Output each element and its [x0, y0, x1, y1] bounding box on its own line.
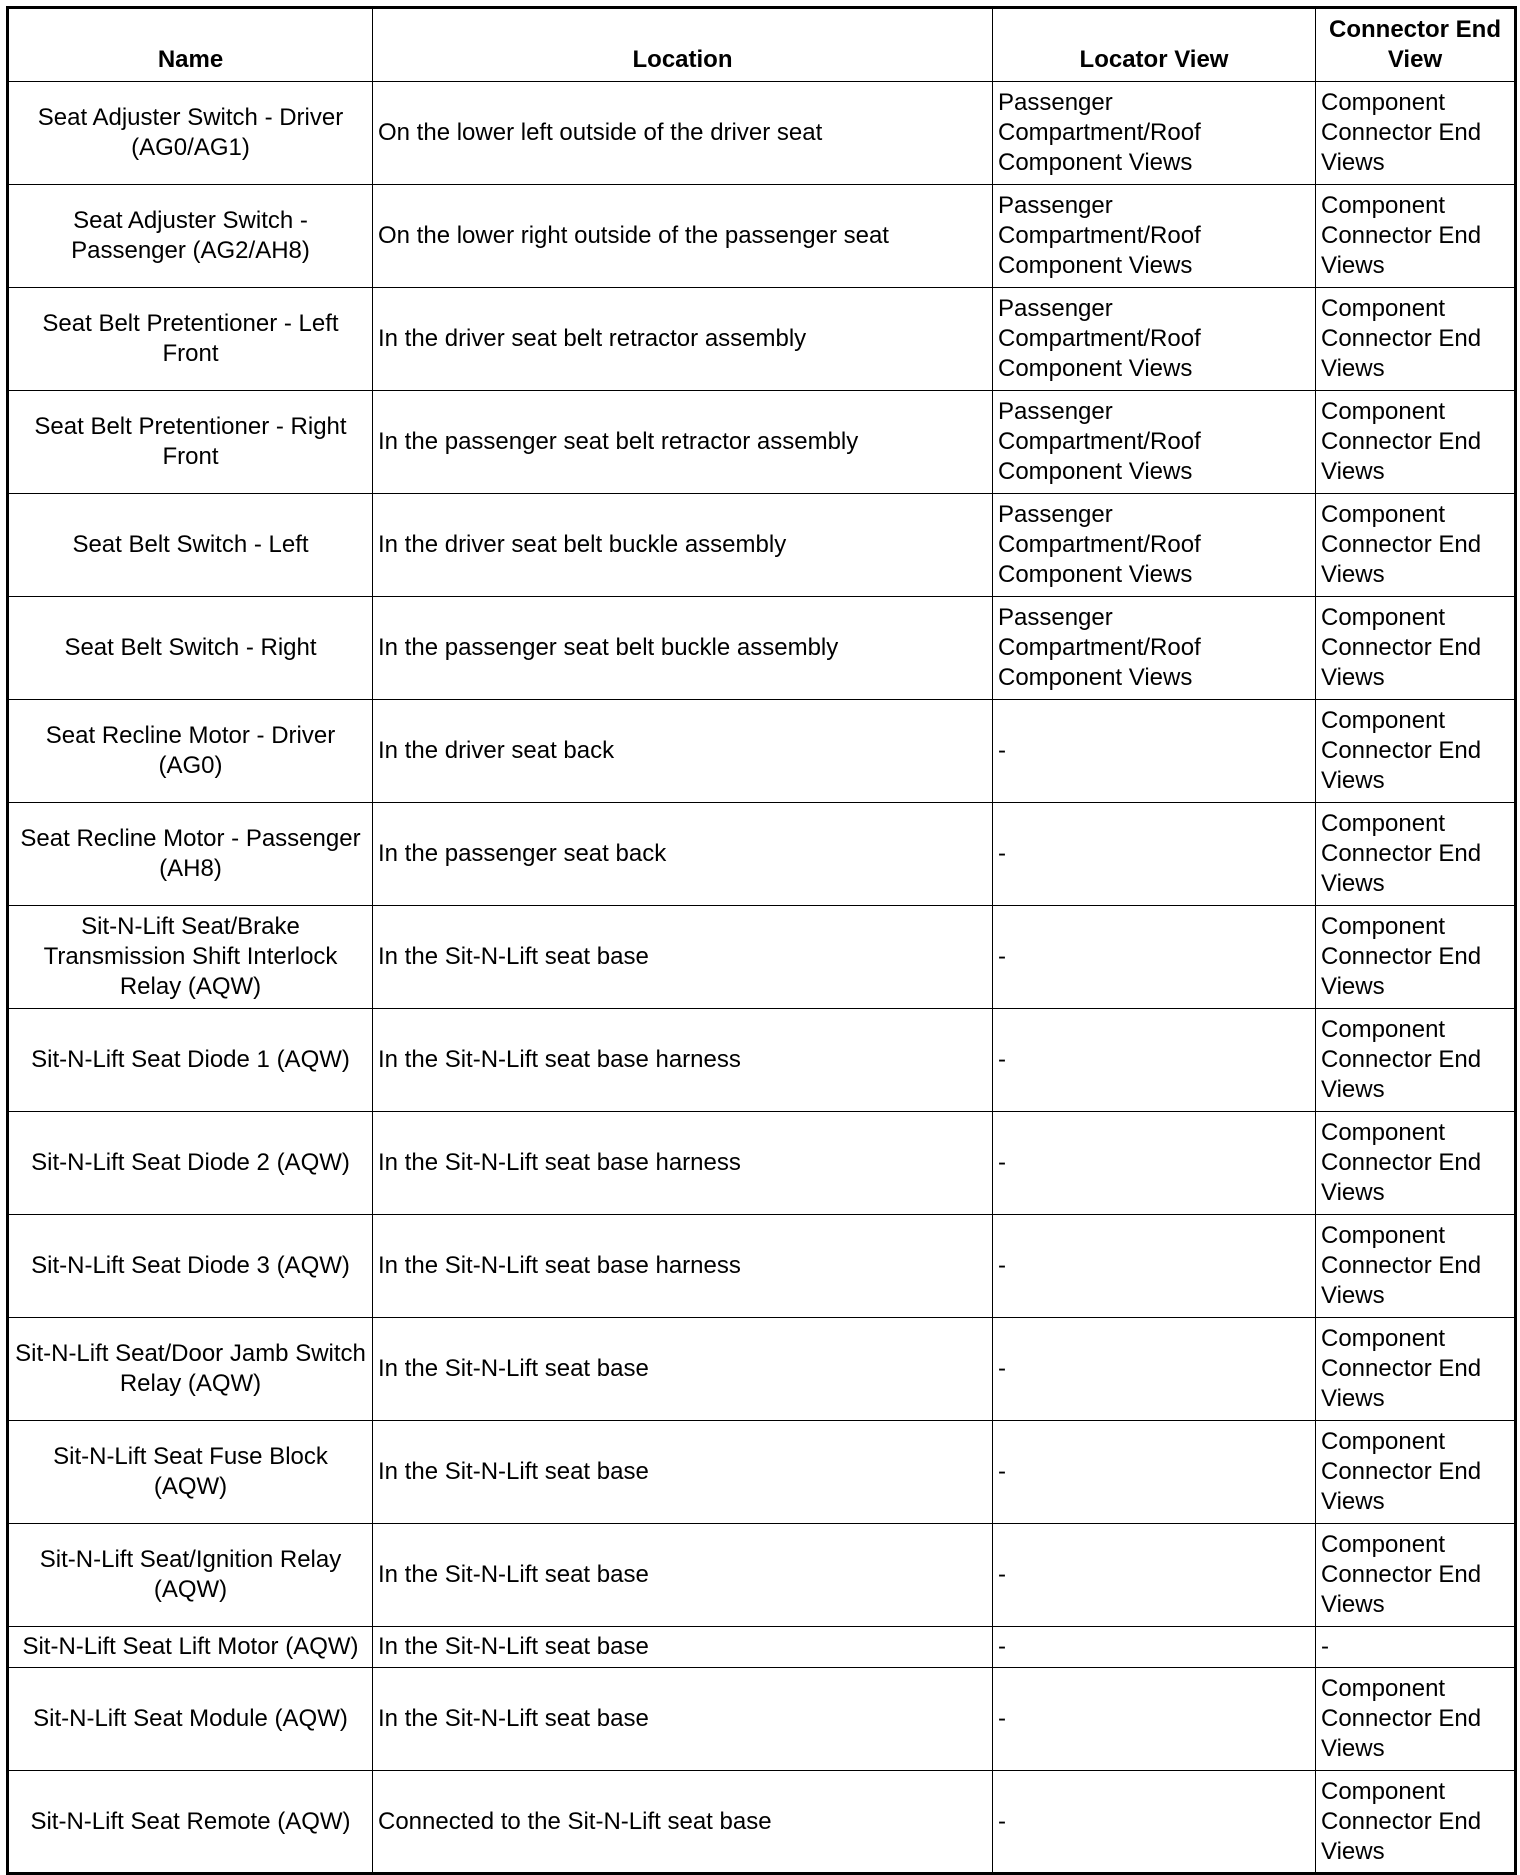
table-header: [8, 8, 1516, 82]
cell-locator-view: -: [993, 1668, 1316, 1771]
cell-location: In the Sit-N-Lift seat base harness: [373, 1009, 993, 1112]
table-row: [8, 1421, 1516, 1524]
cell-connector-end-view: Component Connector End Views: [1316, 288, 1516, 391]
cell-locator-view: Passenger Compartment/Roof Component Views: [993, 288, 1316, 391]
cell-locator-view: -: [993, 1524, 1316, 1627]
cell-connector-end-view: Component Connector End Views: [1316, 1009, 1516, 1112]
cell-name: Seat Adjuster Switch - Driver (AG0/AG1): [8, 82, 373, 185]
cell-locator-view: -: [993, 906, 1316, 1009]
table-row: [8, 288, 1516, 391]
cell-locator-view: -: [993, 1421, 1316, 1524]
header-connector-end-view: Connector End View: [1316, 8, 1516, 82]
cell-location: On the lower left outside of the driver seat: [373, 82, 993, 185]
cell-location: In the passenger seat belt buckle assembly: [373, 597, 993, 700]
cell-connector-end-view: Component Connector End Views: [1316, 185, 1516, 288]
header-row: [8, 8, 1516, 82]
cell-location: In the Sit-N-Lift seat base: [373, 1627, 993, 1668]
cell-connector-end-view: Component Connector End Views: [1316, 1771, 1516, 1874]
cell-name: Sit-N-Lift Seat Lift Motor (AQW): [8, 1627, 373, 1668]
component-locator-table-wrapper: [6, 6, 1514, 1875]
cell-name: Seat Adjuster Switch - Passenger (AG2/AH8): [8, 185, 373, 288]
cell-connector-end-view: Component Connector End Views: [1316, 1524, 1516, 1627]
cell-locator-view: -: [993, 700, 1316, 803]
cell-location: In the Sit-N-Lift seat base: [373, 1524, 993, 1627]
cell-connector-end-view: Component Connector End Views: [1316, 1112, 1516, 1215]
cell-name: Sit-N-Lift Seat Remote (AQW): [8, 1771, 373, 1874]
cell-connector-end-view: Component Connector End Views: [1316, 700, 1516, 803]
cell-connector-end-view: Component Connector End Views: [1316, 906, 1516, 1009]
table-row: [8, 494, 1516, 597]
table-row: [8, 82, 1516, 185]
cell-locator-view: Passenger Compartment/Roof Component Views: [993, 185, 1316, 288]
cell-locator-view: Passenger Compartment/Roof Component Views: [993, 494, 1316, 597]
cell-connector-end-view: Component Connector End Views: [1316, 597, 1516, 700]
table-row: [8, 185, 1516, 288]
table-row: [8, 1771, 1516, 1874]
cell-name: Sit-N-Lift Seat Fuse Block (AQW): [8, 1421, 373, 1524]
cell-name: Seat Belt Pretentioner - Left Front: [8, 288, 373, 391]
table-row: [8, 1627, 1516, 1668]
cell-name: Sit-N-Lift Seat Diode 1 (AQW): [8, 1009, 373, 1112]
cell-name: Seat Belt Switch - Left: [8, 494, 373, 597]
cell-name: Sit-N-Lift Seat/Brake Transmission Shift Interlock Relay (AQW): [8, 906, 373, 1009]
cell-name: Seat Belt Switch - Right: [8, 597, 373, 700]
cell-locator-view: Passenger Compartment/Roof Component Views: [993, 391, 1316, 494]
cell-connector-end-view: -: [1316, 1627, 1516, 1668]
table-row: [8, 597, 1516, 700]
cell-location: In the driver seat back: [373, 700, 993, 803]
cell-location: In the Sit-N-Lift seat base: [373, 1318, 993, 1421]
cell-locator-view: -: [993, 803, 1316, 906]
cell-location: Connected to the Sit-N-Lift seat base: [373, 1771, 993, 1874]
table-row: [8, 1009, 1516, 1112]
cell-location: In the passenger seat back: [373, 803, 993, 906]
cell-connector-end-view: Component Connector End Views: [1316, 1215, 1516, 1318]
cell-location: In the Sit-N-Lift seat base: [373, 906, 993, 1009]
cell-connector-end-view: Component Connector End Views: [1316, 1421, 1516, 1524]
cell-name: Sit-N-Lift Seat Diode 3 (AQW): [8, 1215, 373, 1318]
table-row: [8, 1668, 1516, 1771]
table-row: [8, 391, 1516, 494]
cell-name: Sit-N-Lift Seat/Ignition Relay (AQW): [8, 1524, 373, 1627]
cell-connector-end-view: Component Connector End Views: [1316, 82, 1516, 185]
cell-connector-end-view: Component Connector End Views: [1316, 1668, 1516, 1771]
cell-name: Sit-N-Lift Seat Module (AQW): [8, 1668, 373, 1771]
cell-locator-view: -: [993, 1009, 1316, 1112]
cell-connector-end-view: Component Connector End Views: [1316, 1318, 1516, 1421]
component-locator-table: [6, 6, 1517, 1875]
cell-location: In the driver seat belt buckle assembly: [373, 494, 993, 597]
cell-location: In the Sit-N-Lift seat base harness: [373, 1112, 993, 1215]
table-body: [8, 82, 1516, 1874]
cell-connector-end-view: Component Connector End Views: [1316, 494, 1516, 597]
cell-locator-view: -: [993, 1771, 1316, 1874]
table-row: [8, 1215, 1516, 1318]
cell-name: Sit-N-Lift Seat/Door Jamb Switch Relay (AQW): [8, 1318, 373, 1421]
cell-name: Seat Recline Motor - Driver (AG0): [8, 700, 373, 803]
cell-locator-view: -: [993, 1318, 1316, 1421]
cell-connector-end-view: Component Connector End Views: [1316, 803, 1516, 906]
cell-locator-view: Passenger Compartment/Roof Component Views: [993, 597, 1316, 700]
header-location: Location: [373, 8, 993, 82]
cell-name: Sit-N-Lift Seat Diode 2 (AQW): [8, 1112, 373, 1215]
cell-location: In the driver seat belt retractor assembly: [373, 288, 993, 391]
table-row: [8, 906, 1516, 1009]
cell-location: In the Sit-N-Lift seat base harness: [373, 1215, 993, 1318]
cell-connector-end-view: Component Connector End Views: [1316, 391, 1516, 494]
cell-locator-view: -: [993, 1215, 1316, 1318]
header-locator-view: Locator View: [993, 8, 1316, 82]
cell-location: In the Sit-N-Lift seat base: [373, 1668, 993, 1771]
cell-location: In the Sit-N-Lift seat base: [373, 1421, 993, 1524]
cell-locator-view: -: [993, 1112, 1316, 1215]
cell-locator-view: -: [993, 1627, 1316, 1668]
cell-location: On the lower right outside of the passenger seat: [373, 185, 993, 288]
header-name: Name: [8, 8, 373, 82]
cell-name: Seat Recline Motor - Passenger (AH8): [8, 803, 373, 906]
table-row: [8, 1318, 1516, 1421]
cell-location: In the passenger seat belt retractor assembly: [373, 391, 993, 494]
table-row: [8, 700, 1516, 803]
cell-name: Seat Belt Pretentioner - Right Front: [8, 391, 373, 494]
table-row: [8, 1524, 1516, 1627]
table-row: [8, 803, 1516, 906]
table-row: [8, 1112, 1516, 1215]
cell-locator-view: Passenger Compartment/Roof Component Views: [993, 82, 1316, 185]
